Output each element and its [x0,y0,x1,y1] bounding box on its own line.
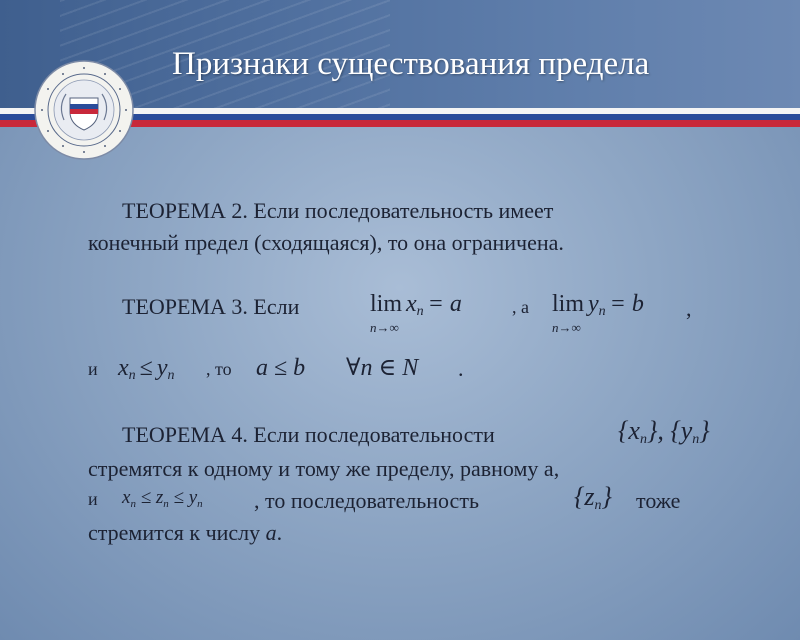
theorem4-and: и [88,489,98,509]
ineq-y: y [156,355,168,381]
theorem4-line4 [88,522,282,544]
chain-y-index: n [197,498,203,510]
theorem4-line2: стремятся к одному и тому же пределу, равному а, [88,456,560,481]
chain-z: z [155,487,164,508]
theorem3-prefix: ТЕОРЕМА 3. Если [122,294,300,319]
seq-y-index: n [692,432,700,447]
limit-x-expression [370,292,462,319]
seq-x-index: n [639,432,647,447]
z-open: {z [574,482,595,511]
x-variable: x [406,291,417,317]
conclusion-expression: a ≤ b [256,355,306,381]
and-word: и [88,359,98,379]
forall-expression: ∀n ∈ N [346,355,419,381]
limit-x-value: = a [427,291,462,317]
ineq-x: x [118,355,129,381]
theorem4-line4-var: а [265,520,277,545]
sequences-expression [618,418,710,447]
ineq-y-index: n [167,368,175,383]
chain-op-2: ≤ [173,487,184,508]
theorem4-line3-mid: , то последовательность [254,488,479,513]
y-index: n [598,304,606,319]
seq-close: } [699,416,710,445]
chain-op-1: ≤ [140,487,152,508]
lim-y-subscript: n→∞ [552,320,581,335]
theorem2-line2: конечный предел (сходящаяся), то она ограничена. [88,230,564,255]
period-text: . [458,356,464,381]
y-variable: y [588,291,599,317]
slide-title: Признаки существования предела [172,46,650,82]
limit-y-value: = b [609,291,644,317]
chain-x: x [122,487,131,508]
chain-inequality [122,488,203,510]
lim-operator-2: lim [552,291,585,317]
ineq-x-index: n [128,368,136,383]
comma-text: , [686,296,692,321]
theorem4-line4-end: . [276,520,283,545]
inequality-expression [118,356,174,383]
theorem4-line4-prefix: стремится к числу [88,520,266,545]
limit-y-expression [552,292,644,319]
x-index: n [416,304,424,319]
then-text: , то [206,359,232,379]
z-index: n [594,498,602,513]
chain-y: y [188,487,198,508]
seq-y-open: }, {y [646,416,693,445]
theorem4-line3-end: тоже [636,488,681,513]
and-a-text: , а [512,297,529,317]
seq-x-open: {x [618,416,640,445]
theorem4-prefix: ТЕОРЕМА 4. Если последовательности [122,422,495,447]
z-sequence-expression [574,484,612,513]
lim-x-subscript: n→∞ [370,320,399,335]
chain-z-index: n [163,498,169,510]
theorem2-line1: ТЕОРЕМА 2. Если последовательность имеет [122,198,554,223]
ineq-sign: ≤ [139,355,153,381]
university-seal-icon [34,60,134,160]
lim-operator: lim [370,291,403,317]
z-close: } [601,482,612,511]
chain-x-index: n [130,498,136,510]
